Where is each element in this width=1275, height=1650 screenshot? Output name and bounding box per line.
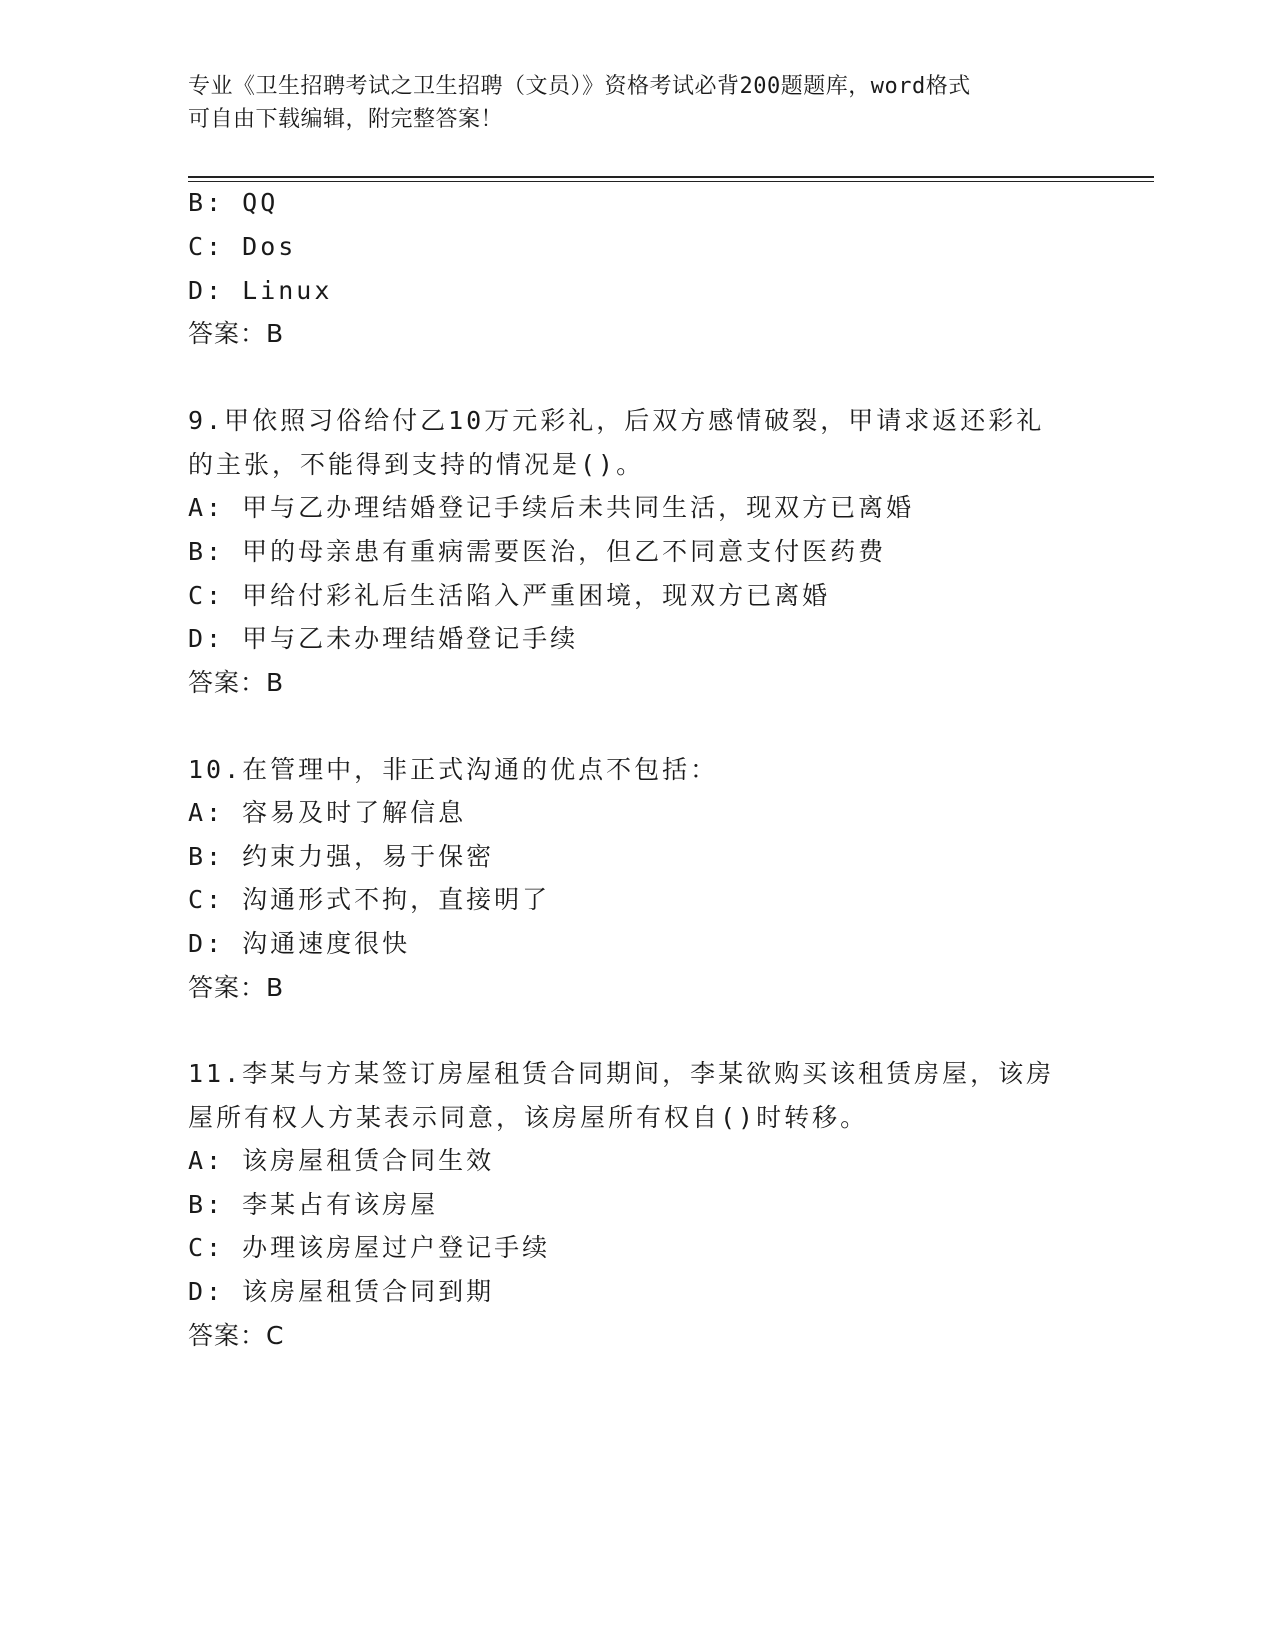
q9-question-line-1: 9.甲依照习俗给付乙10万元彩礼，后双方感情破裂，甲请求返还彩礼 [188, 406, 1045, 435]
q10-option-c: C: 沟通形式不拘，直接明了 [188, 885, 551, 914]
q9-option-b: B: 甲的母亲患有重病需要医治，但乙不同意支付医药费 [188, 537, 887, 566]
q11-option-b: B: 李某占有该房屋 [188, 1190, 439, 1219]
q9-question-line-2: 的主张，不能得到支持的情况是()。 [188, 450, 645, 479]
page-header [188, 70, 1068, 136]
q10-answer: 答案：B [188, 973, 285, 1002]
header-title-line-2: 可自由下载编辑，附完整答案！ [188, 107, 504, 132]
q11-question-line-2: 屋所有权人方某表示同意，该房屋所有权自()时转移。 [188, 1103, 869, 1132]
q10-question-line-1: 10.在管理中，非正式沟通的优点不包括： [188, 755, 719, 784]
q8-option-c: C: Dos [188, 232, 297, 261]
q11-option-a: A: 该房屋租赁合同生效 [188, 1146, 495, 1175]
q11-option-c: C: 办理该房屋过户登记手续 [188, 1233, 551, 1262]
q10-option-d: D: 沟通速度很快 [188, 929, 411, 958]
q10-option-b: B: 约束力强，易于保密 [188, 842, 495, 871]
q11-option-d: D: 该房屋租赁合同到期 [188, 1277, 495, 1306]
q11-answer: 答案：C [188, 1321, 285, 1350]
q8-option-b: B: QQ [188, 188, 279, 217]
q9-option-d: D: 甲与乙未办理结婚登记手续 [188, 624, 579, 653]
q9-answer: 答案：B [188, 668, 285, 697]
q9-option-a: A: 甲与乙办理结婚登记手续后未共同生活，现双方已离婚 [188, 493, 915, 522]
q8-answer: 答案：B [188, 319, 285, 348]
header-title-line-1: 专业《卫生招聘考试之卫生招聘（文员）》资格考试必背200题题库，word格式 [188, 74, 971, 99]
q10-option-a: A: 容易及时了解信息 [188, 798, 467, 827]
header-divider [188, 176, 1154, 182]
q8-option-d: D: Linux [188, 276, 333, 305]
q11-question-line-1: 11.李某与方某签订房屋租赁合同期间，李某欲购买该租赁房屋，该房 [188, 1059, 1055, 1088]
q9-option-c: C: 甲给付彩礼后生活陷入严重困境，现双方已离婚 [188, 581, 831, 610]
